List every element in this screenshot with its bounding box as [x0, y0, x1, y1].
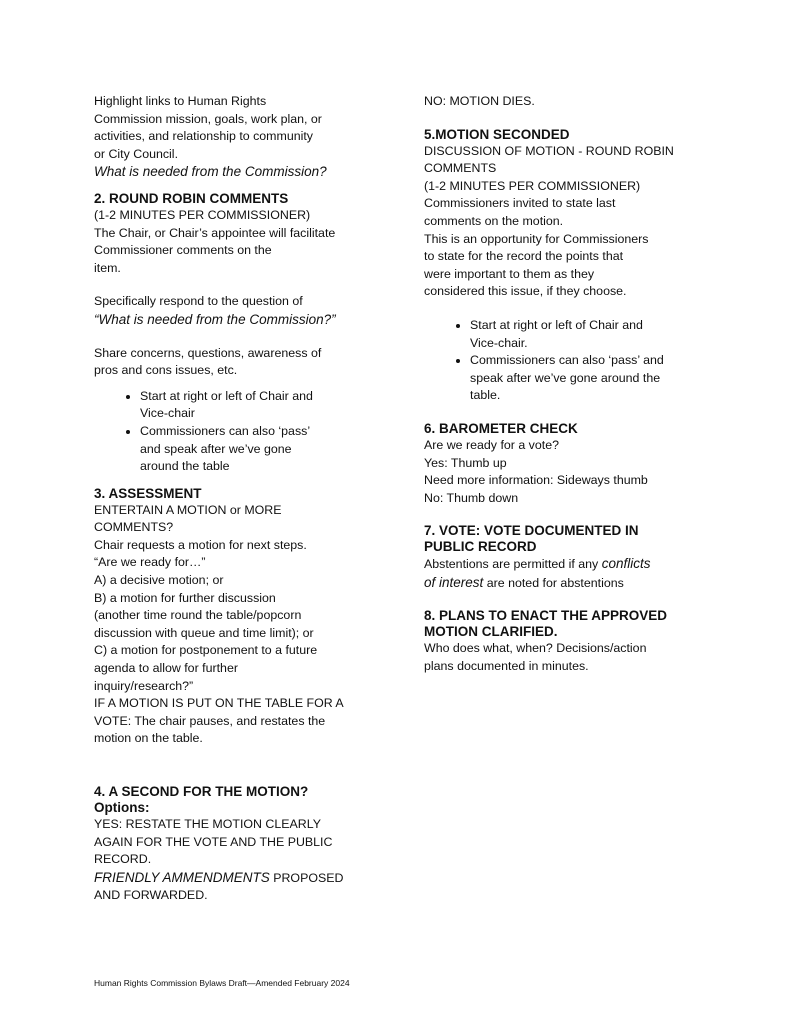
section-3-line: A) a decisive motion; or	[94, 573, 224, 588]
section-3-line: VOTE: The chair pauses, and restates the	[94, 713, 326, 728]
section-4-line: AGAIN FOR THE VOTE AND THE PUBLIC	[94, 834, 333, 849]
section-4-line: RECORD.	[94, 852, 152, 867]
section-8-heading-cont: MOTION CLARIFIED.	[424, 624, 558, 640]
section-2-share-line: pros and cons issues, etc.	[94, 363, 238, 378]
section-5-line: DISCUSSION OF MOTION - ROUND ROBIN	[424, 143, 674, 158]
right-column	[424, 93, 694, 676]
intro-line: or City Council.	[94, 146, 179, 161]
intro-line: Highlight links to Human Rights	[94, 94, 267, 108]
section-6-line: Are we ready for a vote?	[424, 437, 559, 452]
intro-line: activities, and relationship to community	[94, 129, 314, 144]
section-4-friendly-line	[94, 869, 364, 888]
section-2-line: The Chair, or Chair’s appointee will facilitate	[94, 225, 336, 240]
section-6-line: Yes: Thumb up	[424, 455, 507, 470]
section-3-line: C) a motion for postponement to a future	[94, 643, 318, 658]
section-5-line: This is an opportunity for Commissioners	[424, 231, 649, 246]
section-3-line: (another time round the table/popcorn	[94, 608, 302, 623]
section-5-line: were important to them as they	[424, 266, 595, 281]
section-7-heading-cont: PUBLIC RECORD	[424, 539, 537, 555]
section-3-line: discussion with queue and time limit); or	[94, 625, 314, 640]
section-5-line: to state for the record the points that	[424, 249, 624, 264]
proposed-text: PROPOSED	[269, 870, 344, 885]
abstentions-tail-text: are noted for abstentions	[483, 575, 624, 590]
section-6-line: Need more information: Sideways thumb	[424, 473, 648, 488]
section-2-line: Commissioner comments on the	[94, 243, 272, 258]
section-2-line: (1-2 MINUTES PER COMMISSIONER)	[94, 207, 311, 222]
section-2-bullet: • Start at right or left of Chair and Vice-chair	[140, 388, 330, 423]
section-4-line: AND FORWARDED.	[94, 888, 208, 903]
section-2-specifically: Specifically respond to the question of	[94, 294, 303, 309]
section-3-line: “Are we ready for…”	[94, 555, 206, 570]
section-7-heading: 7. VOTE: VOTE DOCUMENTED IN	[424, 523, 639, 539]
abstentions-text: Abstentions are permitted if any	[424, 557, 602, 572]
of-interest-text: of interest	[424, 574, 484, 590]
section-2-share-line: Share concerns, questions, awareness of	[94, 345, 322, 360]
section-2-heading: 2. ROUND ROBIN COMMENTS	[94, 190, 289, 206]
section-3-line: B) a motion for further discussion	[94, 590, 276, 605]
friendly-amendments-text: FRIENDLY AMMENDMENTS	[94, 869, 270, 885]
section-5-line: comments on the motion.	[424, 213, 564, 228]
section-8-heading: 8. PLANS TO ENACT THE APPROVED	[424, 608, 668, 624]
section-3-line: motion on the table.	[94, 731, 203, 746]
section-7-abstentions-line-2	[424, 574, 694, 593]
section-6-heading: 6. BAROMETER CHECK	[424, 420, 578, 436]
section-5-line: Commissioners invited to state last	[424, 196, 616, 211]
intro-question: What is needed from the Commission?	[94, 164, 327, 180]
intro-line: Commission mission, goals, work plan, or	[94, 111, 322, 126]
page-footer: Human Rights Commission Bylaws Draft—Amended February 2024	[94, 978, 350, 988]
section-2-bullet-list	[94, 388, 330, 476]
section-4-heading: 4. A SECOND FOR THE MOTION?	[94, 784, 309, 799]
section-8-line: plans documented in minutes.	[424, 659, 589, 674]
motion-dies-line: NO: MOTION DIES.	[424, 94, 535, 108]
section-5-bullet: • Commissioners can also ‘pass’ and speak after we’ve gone around the table.	[470, 352, 674, 405]
section-7-abstentions-line	[424, 555, 694, 574]
section-4-line: YES: RESTATE THE MOTION CLEARLY	[94, 817, 321, 831]
section-6-line: No: Thumb down	[424, 490, 519, 505]
section-2-line: item.	[94, 260, 121, 275]
section-5-bullet: • Start at right or left of Chair and Vice-chair.	[470, 317, 674, 352]
section-5-bullet-list	[424, 317, 674, 405]
section-4-options: Options:	[94, 800, 150, 815]
conflicts-text: conflicts	[601, 556, 651, 572]
section-3-line: inquiry/research?”	[94, 678, 194, 693]
section-3-line: COMMENTS?	[94, 520, 174, 535]
section-2-bullet: • Commissioners can also ‘pass’ and speak after we’ve gone around the table	[140, 423, 330, 476]
section-5-heading: 5.MOTION SECONDED	[424, 126, 570, 142]
left-column	[94, 93, 364, 905]
section-5-line: COMMENTS	[424, 161, 497, 176]
section-3-line: Chair requests a motion for next steps.	[94, 537, 307, 552]
section-3-line: IF A MOTION IS PUT ON THE TABLE FOR A	[94, 696, 344, 711]
section-2-question: “What is needed from the Commission?”	[94, 311, 336, 327]
section-5-line: considered this issue, if they choose.	[424, 284, 627, 299]
section-5-line: (1-2 MINUTES PER COMMISSIONER)	[424, 178, 641, 193]
section-3-line: agenda to allow for further	[94, 661, 238, 676]
section-8-line: Who does what, when? Decisions/action	[424, 641, 647, 656]
section-3-heading: 3. ASSESSMENT	[94, 485, 202, 501]
section-3-line: ENTERTAIN A MOTION or MORE	[94, 502, 282, 517]
